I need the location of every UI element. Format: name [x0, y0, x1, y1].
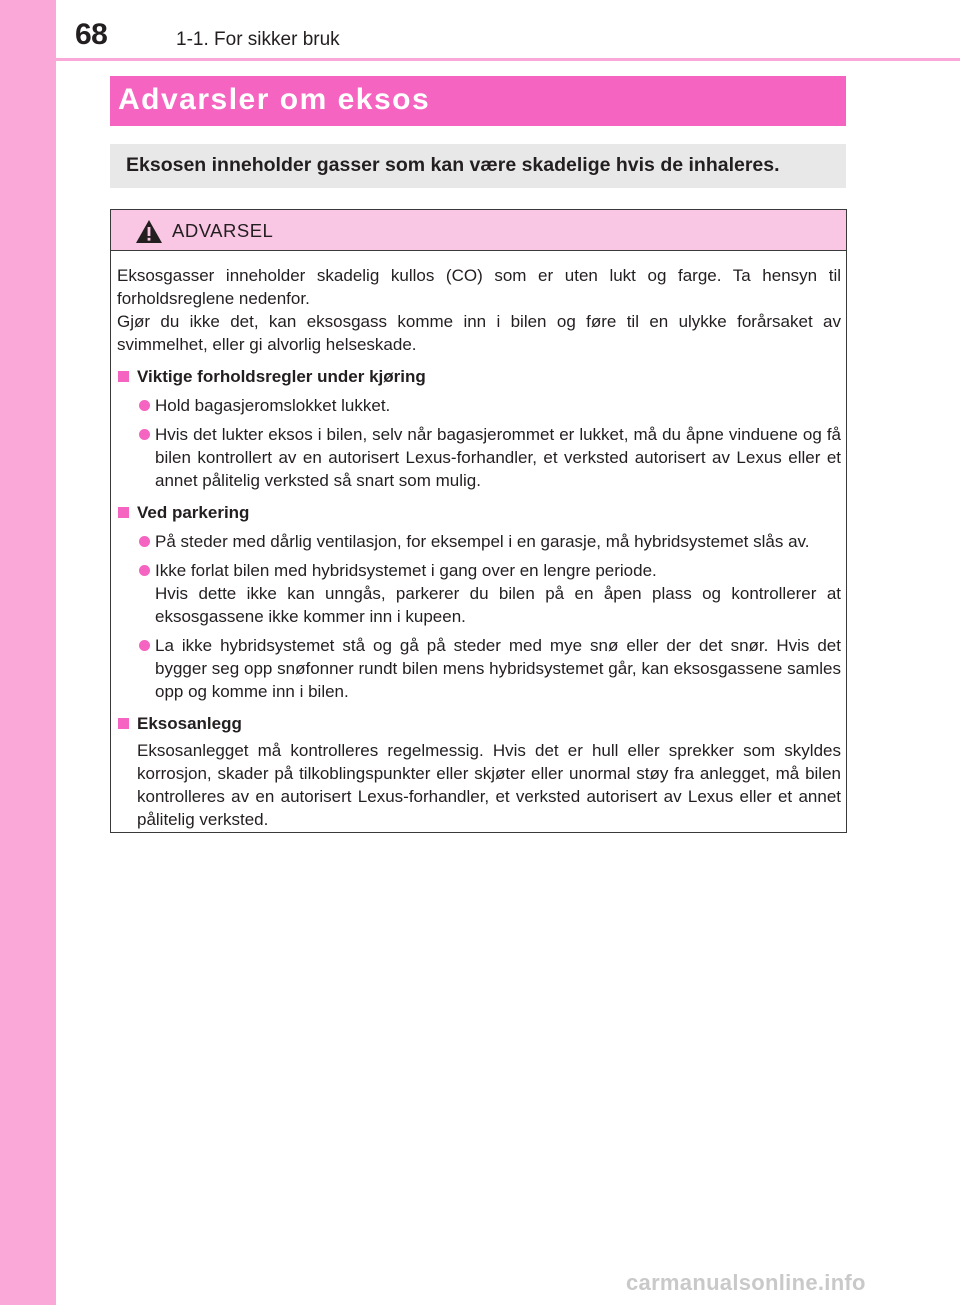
warning-label: ADVARSEL: [172, 220, 274, 241]
round-bullet-icon: [139, 565, 150, 576]
list-item-text: Ikke forlat bilen med hybridsystemet i gang over en lengre periode.: [155, 561, 657, 580]
round-bullet-icon: [139, 640, 150, 651]
watermark: carmanualsonline.info: [626, 1270, 866, 1295]
list-item: [117, 423, 841, 492]
section-title: Advarsler om eksos: [118, 83, 431, 116]
round-bullet-icon: [139, 400, 150, 411]
list-item-text: Hvis det lukter eksos i bilen, selv når bagasjerommet er lukket, må du åpne vinduene og få bilen kontrollert av en autorisert Lexus-forhandler, et verksted autorisert av Lexus eller et annet pålitelig verksted så snart som mulig.: [155, 425, 841, 490]
round-bullet-icon: [139, 536, 150, 547]
subsection-heading: [117, 712, 841, 735]
list-item-text: På steder med dårlig ventilasjon, for eksempel i en garasje, må hybridsystemet slås av.: [155, 532, 810, 551]
list-item-continuation: Hvis dette ikke kan unngås, parkerer du bilen på en åpen plass og kontrollerer at eksosgassene ikke kommer inn i kupeen.: [155, 584, 841, 626]
list-item-text: La ikke hybridsystemet stå og gå på steder med mye snø eller der det snør. Hvis det bygger seg opp snøfonner rundt bilen mens hybridsystemet går, kan eksosgassene samles opp og komme inn i bilen.: [155, 636, 841, 701]
list-item: [117, 559, 841, 628]
subsection-heading-text: Viktige forholdsregler under kjøring: [137, 367, 426, 386]
section-title-bar: [110, 76, 846, 126]
warning-triangle-icon: [135, 219, 163, 244]
section-path: 1-1. For sikker bruk: [176, 29, 340, 50]
square-bullet-icon: [118, 371, 129, 382]
warning-header: [111, 210, 846, 251]
warning-paragraph: Eksosgasser inneholder skadelig kullos (CO) som er uten lukt og farge. Ta hensyn til forholdsreglene nedenfor.: [117, 266, 841, 308]
subsection-heading: [117, 365, 841, 388]
warning-paragraph: Gjør du ikke det, kan eksosgass komme inn i bilen og føre til en ulykke forårsaket av svimmelhet, eller gi alvorlig helseskade.: [117, 312, 841, 354]
intro-text: Eksosen inneholder gasser som kan være skadelige hvis de inhaleres.: [126, 154, 780, 176]
subsection-heading-text: Ved parkering: [137, 503, 250, 522]
intro-box: [110, 144, 846, 188]
warning-box: [110, 209, 847, 833]
round-bullet-icon: [139, 429, 150, 440]
subsection-heading: [117, 501, 841, 524]
page-number: 68: [75, 18, 108, 51]
list-item: [117, 394, 841, 417]
list-item-text: Hold bagasjeromslokket lukket.: [155, 396, 391, 415]
subsection-text: Eksosanlegget må kontrolleres regelmessig. Hvis det er hull eller sprekker som skyldes korrosjon, skader på tilkoblingspunkter eller skjøter eller unormal støy fra anlegget, må bilen kontrolleres av en autorisert Lexus-forhandler, et verksted autorisert av Lexus eller et annet pålitelig verksted.: [137, 741, 841, 829]
subsection-heading-text: Eksosanlegg: [137, 714, 242, 733]
warning-body: [117, 264, 841, 831]
header-rule: [56, 58, 960, 61]
square-bullet-icon: [118, 507, 129, 518]
list-item: [117, 634, 841, 703]
page-edge-band: [0, 0, 56, 1305]
list-item: [117, 530, 841, 553]
square-bullet-icon: [118, 718, 129, 729]
